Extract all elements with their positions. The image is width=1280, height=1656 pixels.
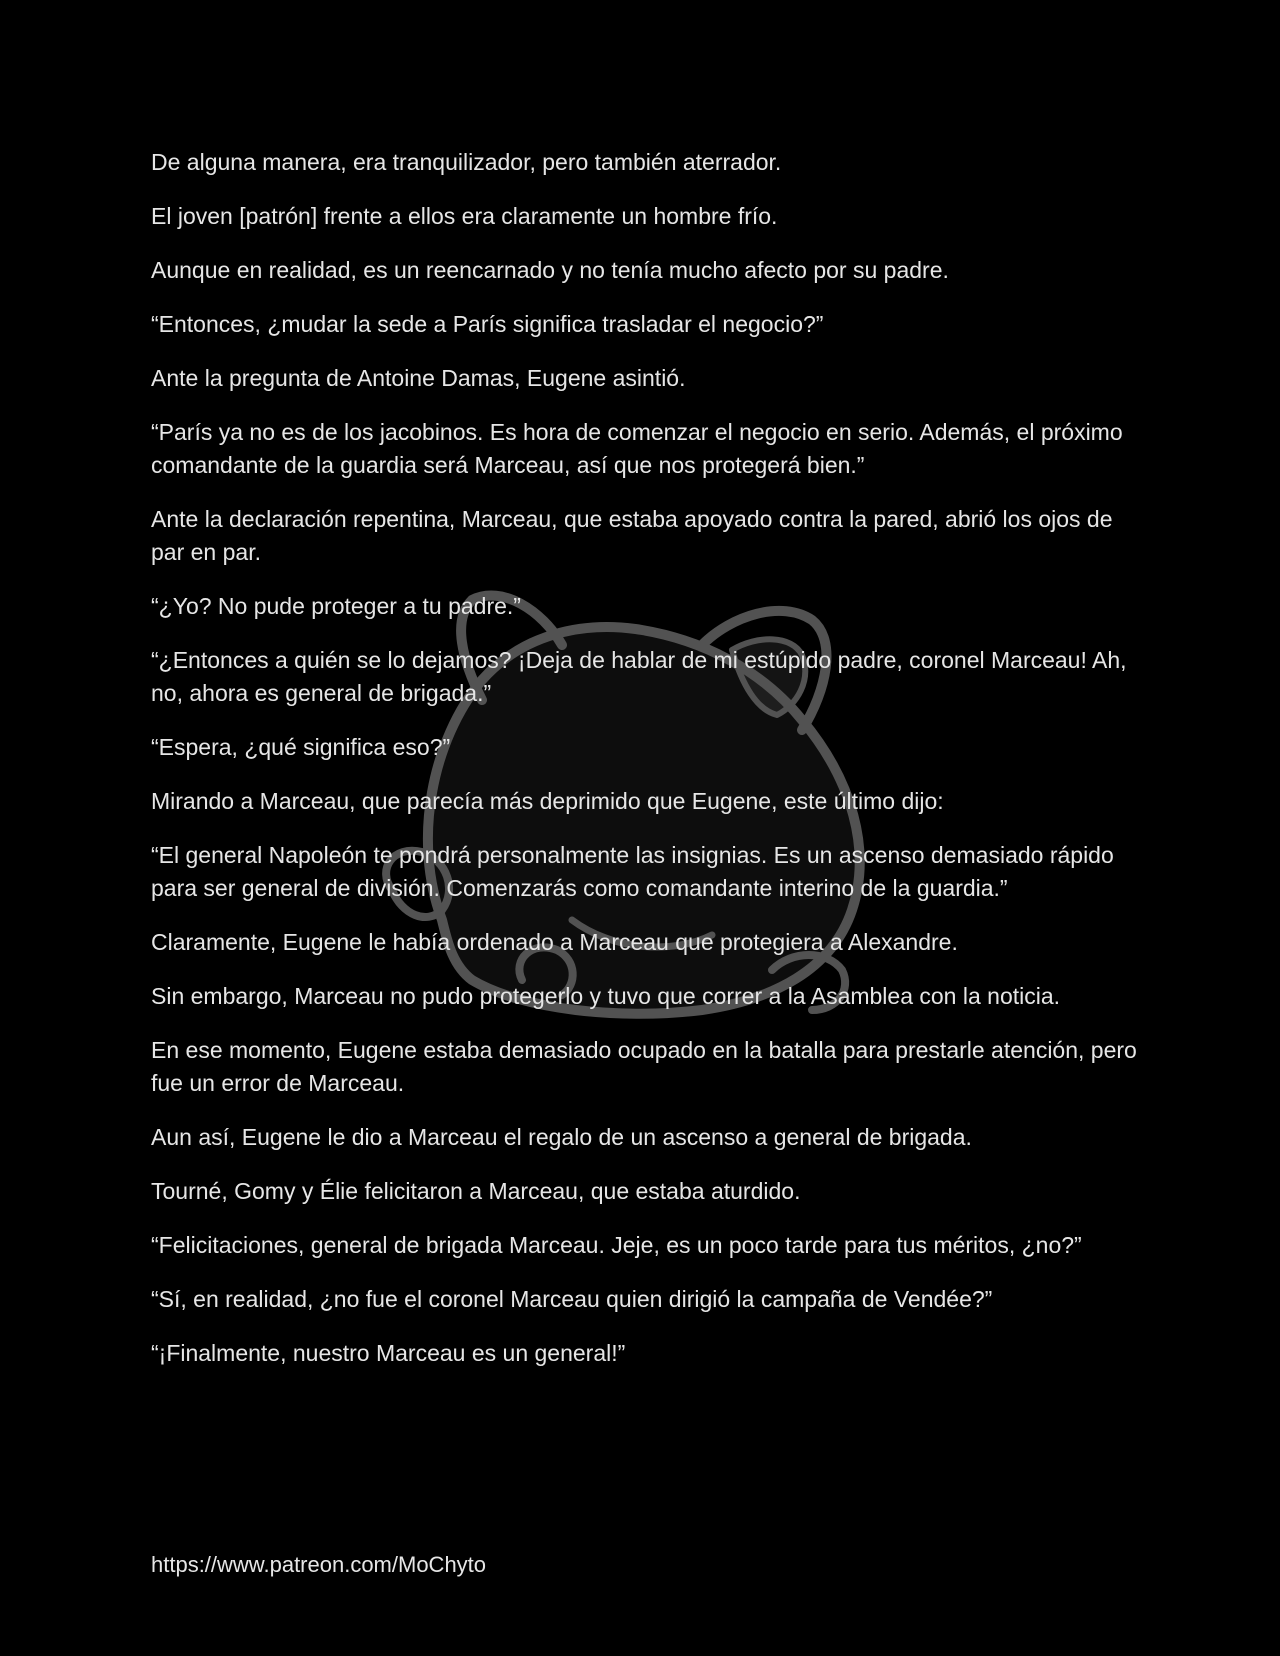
paragraph: “Espera, ¿qué significa eso?”	[151, 734, 451, 760]
paragraph: Claramente, Eugene le había ordenado a Marceau que protegiera a Alexandre.	[151, 929, 958, 955]
paragraph: Tourné, Gomy y Élie felicitaron a Marceau, que estaba aturdido.	[151, 1178, 801, 1204]
paragraph: Sin embargo, Marceau no pudo protegerlo y tuvo que correr a la Asamblea con la noticia.	[151, 983, 1061, 1009]
paragraph: “Felicitaciones, general de brigada Marceau. Jeje, es un poco tarde para tus méritos, ¿no?”	[151, 1232, 1082, 1258]
paragraph: Aun así, Eugene le dio a Marceau el regalo de un ascenso a general de brigada.	[151, 1124, 972, 1150]
paragraph: El joven [patrón] frente a ellos era claramente un hombre frío.	[151, 203, 778, 229]
paragraph: “París ya no es de los jacobinos. Es hora de comenzar el negocio en serio. Además, el próximo comandante de la guardia será Marceau, así que nos protegerá bien.”	[151, 419, 1123, 478]
paragraph: Mirando a Marceau, que parecía más deprimido que Eugene, este último dijo:	[151, 788, 944, 814]
paragraph: De alguna manera, era tranquilizador, pero también aterrador.	[151, 149, 782, 175]
paragraph: “¿Yo? No pude proteger a tu padre.”	[151, 593, 521, 619]
paragraph: “Sí, en realidad, ¿no fue el coronel Marceau quien dirigió la campaña de Vendée?”	[151, 1286, 993, 1312]
paragraph: En ese momento, Eugene estaba demasiado ocupado en la batalla para prestarle atención, pero fue un error de Marceau.	[151, 1037, 1137, 1096]
document-body	[151, 146, 1141, 1391]
patreon-link[interactable]: https://www.patreon.com/MoChyto	[151, 1552, 487, 1577]
paragraph: “El general Napoleón te pondrá personalmente las insignias. Es un ascenso demasiado rápido para ser general de división. Comenzarás como comandante interino de la guardia.”	[151, 842, 1114, 901]
paragraph: “¿Entonces a quién se lo dejamos? ¡Deja de hablar de mi estúpido padre, coronel Marceau! Ah, no, ahora es general de brigada.”	[151, 647, 1127, 706]
paragraph: “Entonces, ¿mudar la sede a París significa trasladar el negocio?”	[151, 311, 824, 337]
paragraph: “¡Finalmente, nuestro Marceau es un general!”	[151, 1340, 626, 1366]
paragraph: Ante la pregunta de Antoine Damas, Eugene asintió.	[151, 365, 686, 391]
paragraph: Ante la declaración repentina, Marceau, que estaba apoyado contra la pared, abrió los ojos de par en par.	[151, 506, 1113, 565]
paragraph: Aunque en realidad, es un reencarnado y no tenía mucho afecto por su padre.	[151, 257, 949, 283]
